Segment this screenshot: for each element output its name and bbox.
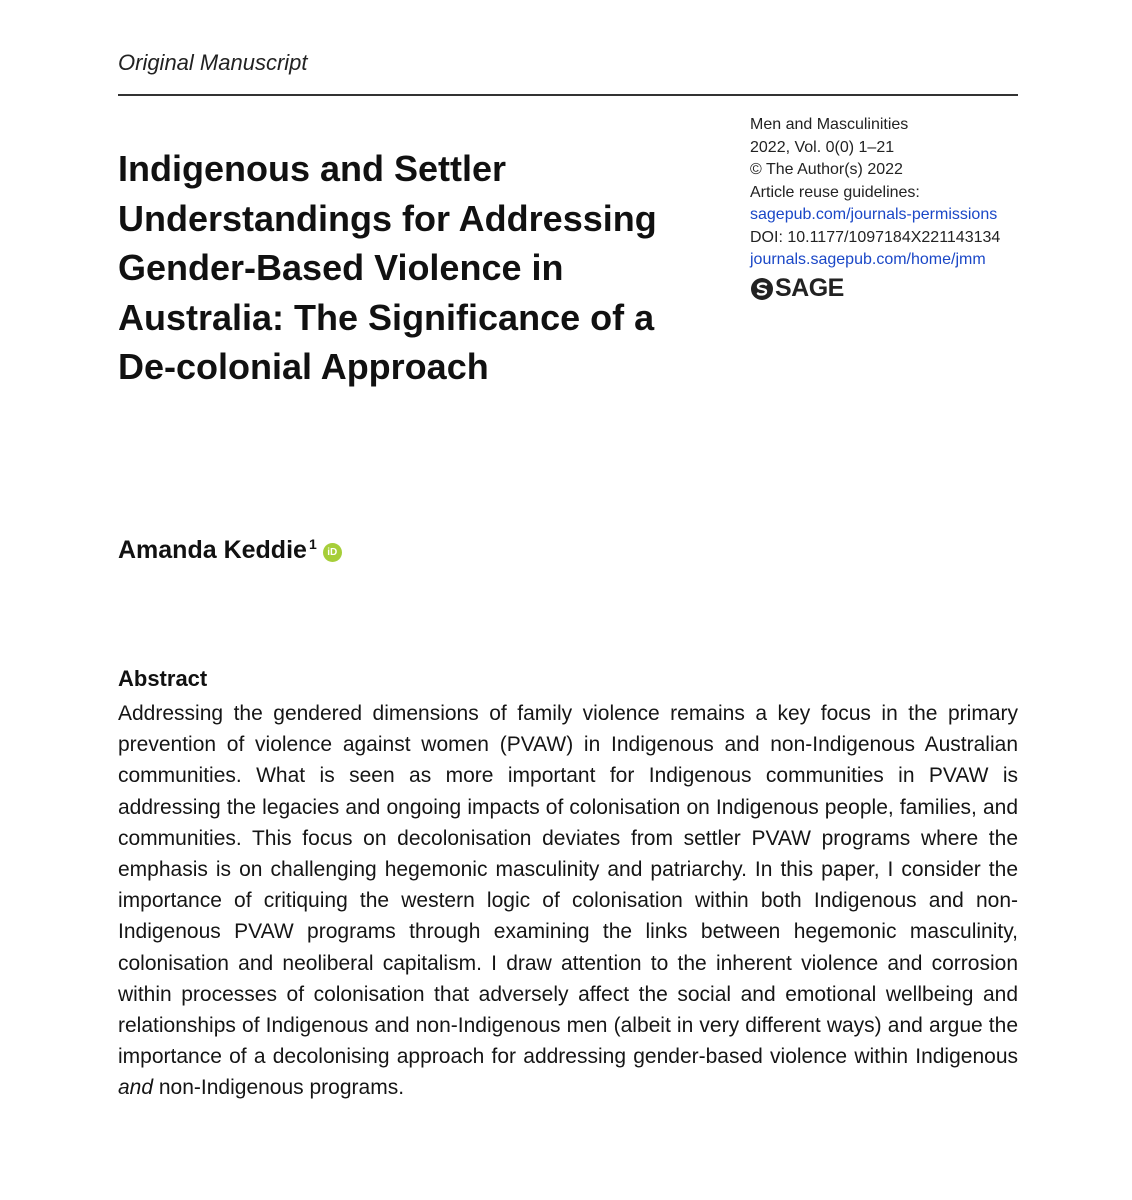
- abstract-text-end: non-Indigenous programs.: [153, 1076, 405, 1100]
- affiliation-marker: 1: [308, 536, 317, 552]
- abstract-heading: Abstract: [118, 666, 208, 691]
- doi-line: DOI: 10.1177/1097184X221143134: [750, 228, 1001, 246]
- journal-home-link[interactable]: journals.sagepub.com/home/jmm: [750, 251, 986, 268]
- abstract-emphasis: and: [118, 1076, 154, 1100]
- volume-line: 2022, Vol. 0(0) 1–21: [750, 138, 895, 156]
- sage-logo: [750, 275, 1080, 303]
- header-rule: [118, 94, 1018, 96]
- orcid-icon[interactable]: iD: [323, 543, 342, 562]
- abstract-text: [118, 698, 1018, 1104]
- journal-meta: [750, 114, 1080, 303]
- section-label: Original Manuscript: [118, 50, 308, 75]
- reuse-label: Article reuse guidelines:: [750, 183, 920, 201]
- journal-name: Men and Masculinities: [750, 116, 909, 133]
- permissions-link[interactable]: sagepub.com/journals-permissions: [750, 206, 998, 223]
- sage-wordmark: SAGE: [775, 274, 844, 302]
- sage-s-mark-icon: [750, 277, 774, 301]
- author-name: Amanda Keddie: [118, 536, 307, 564]
- copyright-line: © The Author(s) 2022: [750, 161, 903, 178]
- abstract-text-main: Addressing the gendered dimensions of family violence remains a key focus in the primary prevention of violence against women (PVAW) in Indigenous and non-Indigenous Australian communities. What is seen as more important for Indigenous communities in PVAW is addressing the legacies and ongoing impacts of colonisation on Indigenous people, families, and communities. This focus on decolonisation deviates from settler PVAW programs where the emphasis is on challenging hegemonic masculinity and patriarchy. In this paper, I consider the importance of critiquing the western logic of colonisation within both Indigenous and non-Indigenous PVAW programs through examining the links between hegemonic masculinity, colonisation and neoliberal capitalism. I draw attention to the inherent violence and corrosion within processes of colonisation that adversely affect the social and emotional wellbeing and relationships of Indigenous and non-Indigenous men (albeit in very different ways) and argue the importance of a decolonising approach for addressing gender-based violence within Indigenous: [118, 702, 1018, 1069]
- author-line: [118, 536, 342, 565]
- article-title: Indigenous and Settler Understandings for Addressing Gender-Based Violence in Australia: The Significance of a De-colonial Approach: [118, 148, 657, 387]
